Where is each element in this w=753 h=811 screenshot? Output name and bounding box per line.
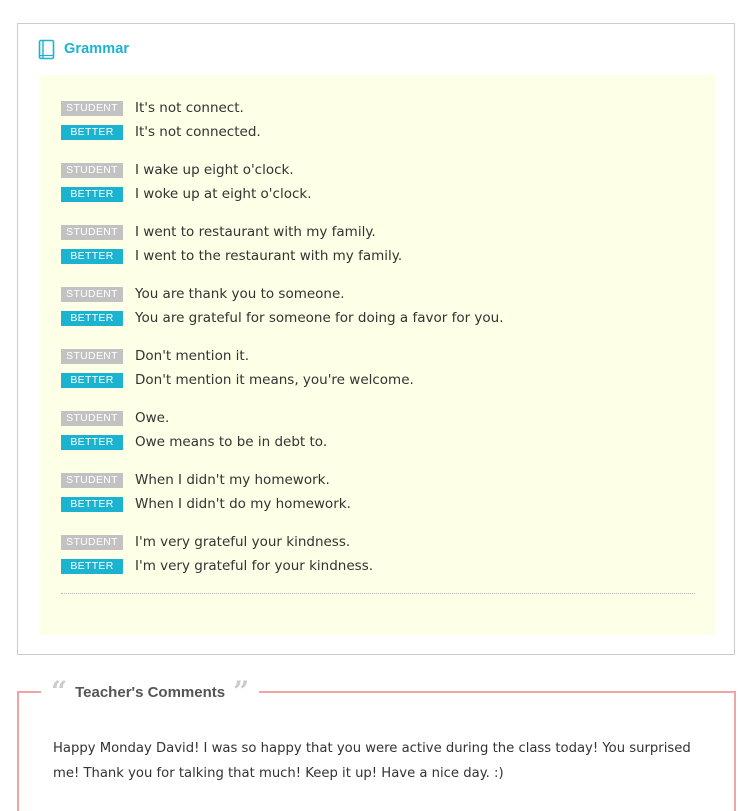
grammar-corrections-panel <box>39 75 715 635</box>
better-badge: BETTER <box>61 125 123 140</box>
student-line <box>61 344 695 368</box>
better-badge: BETTER <box>61 311 123 326</box>
student-sentence: I went to restaurant with my family. <box>135 224 376 240</box>
student-sentence: Owe. <box>135 410 170 426</box>
student-sentence: You are thank you to someone. <box>135 286 345 302</box>
student-sentence: I wake up eight o'clock. <box>135 162 294 178</box>
correction-pair <box>61 468 695 530</box>
better-badge: BETTER <box>61 187 123 202</box>
better-line <box>61 306 695 330</box>
better-sentence: You are grateful for someone for doing a favor for you. <box>135 310 504 326</box>
student-badge: STUDENT <box>61 411 123 426</box>
better-line <box>61 492 695 516</box>
better-line <box>61 120 695 144</box>
correction-pair <box>61 220 695 282</box>
student-sentence: Don't mention it. <box>135 348 250 364</box>
student-sentence: I'm very grateful your kindness. <box>135 534 351 550</box>
better-sentence: I went to the restaurant with my family. <box>135 248 403 264</box>
better-line <box>61 554 695 578</box>
correction-pair <box>61 530 695 592</box>
better-line <box>61 368 695 392</box>
student-badge: STUDENT <box>61 101 123 116</box>
grammar-title: Grammar <box>64 41 130 57</box>
grammar-card <box>17 23 735 655</box>
better-sentence: Don't mention it means, you're welcome. <box>135 372 414 388</box>
grammar-header <box>38 38 129 60</box>
teacher-comments-title: Teacher's Comments <box>75 683 226 701</box>
better-line <box>61 430 695 454</box>
better-line <box>61 244 695 268</box>
student-line <box>61 468 695 492</box>
better-sentence: It's not connected. <box>135 124 261 140</box>
better-sentence: I'm very grateful for your kindness. <box>135 558 374 574</box>
better-sentence: I woke up at eight o'clock. <box>135 186 312 202</box>
correction-pair <box>61 158 695 220</box>
correction-pair <box>61 344 695 406</box>
student-line <box>61 220 695 244</box>
student-sentence: When I didn't my homework. <box>135 472 330 488</box>
better-sentence: Owe means to be in debt to. <box>135 434 328 450</box>
student-badge: STUDENT <box>61 349 123 364</box>
student-badge: STUDENT <box>61 535 123 550</box>
teacher-comments-box <box>17 675 736 811</box>
better-badge: BETTER <box>61 249 123 264</box>
close-quote-icon: ” <box>233 675 250 708</box>
student-line <box>61 282 695 306</box>
correction-pair <box>61 96 695 158</box>
correction-pair <box>61 406 695 468</box>
teacher-comments-text: Happy Monday David! I was so happy that you were active during the class today! You surprised me! Thank you for talking that much! Keep it up! Have a nice day. :) <box>53 741 691 781</box>
teacher-comments-heading <box>41 675 259 708</box>
better-badge: BETTER <box>61 373 123 388</box>
student-line <box>61 406 695 430</box>
open-quote-icon: “ <box>51 675 68 708</box>
better-badge: BETTER <box>61 559 123 574</box>
student-line <box>61 530 695 554</box>
student-badge: STUDENT <box>61 225 123 240</box>
corrections-list <box>61 96 695 592</box>
student-badge: STUDENT <box>61 163 123 178</box>
student-badge: STUDENT <box>61 287 123 302</box>
better-badge: BETTER <box>61 497 123 512</box>
better-line <box>61 182 695 206</box>
student-sentence: It's not connect. <box>135 100 244 116</box>
divider <box>61 593 695 594</box>
student-line <box>61 96 695 120</box>
correction-pair <box>61 282 695 344</box>
better-badge: BETTER <box>61 435 123 450</box>
student-badge: STUDENT <box>61 473 123 488</box>
student-line <box>61 158 695 182</box>
better-sentence: When I didn't do my homework. <box>135 496 351 512</box>
book-icon <box>38 39 55 60</box>
